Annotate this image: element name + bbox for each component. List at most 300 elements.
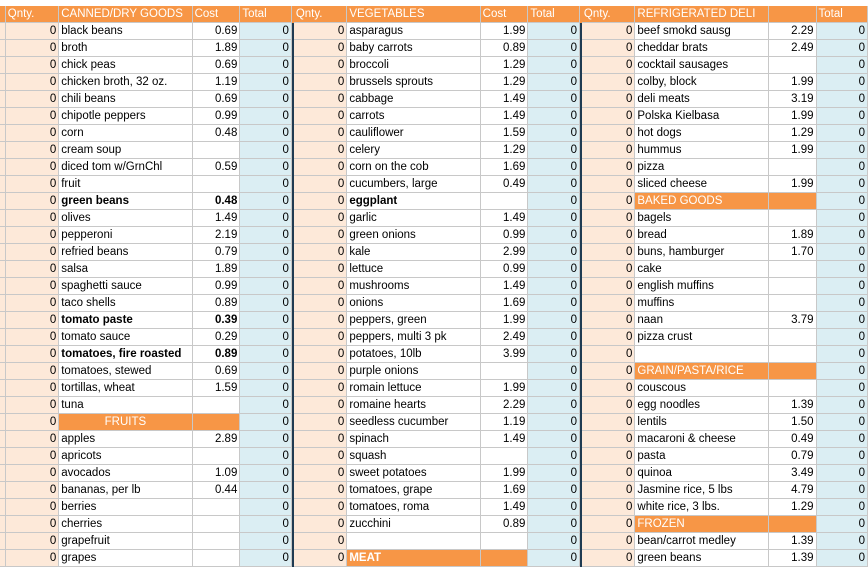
total-cell[interactable]: 0	[817, 159, 868, 176]
cost-cell[interactable]: 4.79	[769, 482, 817, 499]
cost-cell[interactable]: 0.89	[193, 346, 241, 363]
cost-cell[interactable]: 0.49	[769, 431, 817, 448]
item-cell[interactable]: kale	[347, 244, 480, 261]
qty-cell[interactable]: 0	[294, 193, 347, 210]
total-cell[interactable]: 0	[240, 516, 292, 533]
qty-cell[interactable]: 0	[6, 346, 59, 363]
qty-cell[interactable]: 0	[6, 499, 59, 516]
cost-cell[interactable]: 2.49	[481, 329, 529, 346]
total-cell[interactable]: 0	[528, 499, 580, 516]
qty-cell[interactable]: 0	[294, 329, 347, 346]
total-cell[interactable]: 0	[240, 40, 292, 57]
cost-cell[interactable]: 0.48	[193, 125, 241, 142]
cost-cell[interactable]	[193, 499, 241, 516]
cost-cell[interactable]: 1.59	[193, 380, 241, 397]
item-cell[interactable]: buns, hamburger	[635, 244, 768, 261]
cost-cell[interactable]: 1.39	[769, 397, 817, 414]
qty-cell[interactable]: 0	[582, 244, 635, 261]
cost-cell[interactable]: 3.19	[769, 91, 817, 108]
item-cell[interactable]: celery	[347, 142, 480, 159]
cost-cell[interactable]	[769, 346, 817, 363]
qty-cell[interactable]: 0	[6, 176, 59, 193]
cost-cell[interactable]: 0.79	[769, 448, 817, 465]
qty-cell[interactable]: 0	[582, 550, 635, 567]
item-cell[interactable]: potatoes, 10lb	[347, 346, 480, 363]
cost-cell[interactable]: 3.99	[481, 346, 529, 363]
qty-cell[interactable]: 0	[6, 193, 59, 210]
item-cell[interactable]: taco shells	[59, 295, 192, 312]
item-cell[interactable]: cheddar brats	[635, 40, 768, 57]
qty-cell[interactable]: 0	[582, 57, 635, 74]
qty-cell[interactable]: 0	[294, 295, 347, 312]
qty-cell[interactable]: 0	[294, 312, 347, 329]
qty-cell[interactable]: 0	[6, 414, 59, 431]
qty-cell[interactable]: 0	[6, 57, 59, 74]
qty-cell[interactable]: 0	[6, 533, 59, 550]
cost-cell[interactable]	[481, 363, 529, 380]
total-cell[interactable]: 0	[528, 125, 580, 142]
qty-cell[interactable]: 0	[6, 278, 59, 295]
item-cell[interactable]: squash	[347, 448, 480, 465]
cost-cell[interactable]: 0.99	[481, 227, 529, 244]
cost-cell[interactable]	[193, 516, 241, 533]
total-cell[interactable]: 0	[528, 482, 580, 499]
cost-cell[interactable]: 1.99	[769, 176, 817, 193]
qty-cell[interactable]: 0	[294, 346, 347, 363]
total-cell[interactable]: 0	[817, 40, 868, 57]
item-cell[interactable]: baby carrots	[347, 40, 480, 57]
cost-cell[interactable]	[769, 278, 817, 295]
item-cell[interactable]: romain lettuce	[347, 380, 480, 397]
item-cell[interactable]: tomatoes, fire roasted	[59, 346, 192, 363]
cost-cell[interactable]: 1.29	[481, 142, 529, 159]
item-cell[interactable]: cocktail sausages	[635, 57, 768, 74]
qty-cell[interactable]: 0	[294, 91, 347, 108]
section-header[interactable]: MEAT	[347, 550, 480, 567]
qty-cell[interactable]: 0	[294, 550, 347, 567]
cost-cell[interactable]: 1.99	[481, 23, 529, 40]
qty-cell[interactable]: 0	[6, 431, 59, 448]
item-cell[interactable]: purple onions	[347, 363, 480, 380]
cost-cell[interactable]: 0.69	[193, 91, 241, 108]
total-cell[interactable]: 0	[528, 210, 580, 227]
cost-cell[interactable]: 2.29	[481, 397, 529, 414]
qty-cell[interactable]: 0	[582, 125, 635, 142]
qty-cell[interactable]: 0	[6, 550, 59, 567]
total-cell[interactable]: 0	[528, 23, 580, 40]
total-cell[interactable]: 0	[528, 74, 580, 91]
total-cell[interactable]: 0	[817, 482, 868, 499]
total-cell[interactable]: 0	[817, 346, 868, 363]
qty-cell[interactable]: 0	[6, 312, 59, 329]
qty-cell[interactable]: 0	[6, 74, 59, 91]
cost-cell[interactable]: 0.89	[193, 295, 241, 312]
cost-cell[interactable]: 0.99	[193, 108, 241, 125]
item-cell[interactable]: mushrooms	[347, 278, 480, 295]
total-cell[interactable]: 0	[240, 125, 292, 142]
total-cell[interactable]: 0	[817, 516, 868, 533]
total-cell[interactable]: 0	[817, 431, 868, 448]
item-cell[interactable]: white rice, 3 lbs.	[635, 499, 768, 516]
qty-cell[interactable]: 0	[582, 227, 635, 244]
total-cell[interactable]: 0	[528, 448, 580, 465]
cost-cell[interactable]	[769, 159, 817, 176]
item-cell[interactable]: refried beans	[59, 244, 192, 261]
total-cell[interactable]: 0	[817, 397, 868, 414]
total-cell[interactable]: 0	[528, 227, 580, 244]
cost-cell[interactable]: 2.19	[193, 227, 241, 244]
item-cell[interactable]: bagels	[635, 210, 768, 227]
item-cell[interactable]: cake	[635, 261, 768, 278]
item-cell[interactable]: corn on the cob	[347, 159, 480, 176]
total-cell[interactable]: 0	[528, 380, 580, 397]
item-cell[interactable]: chicken broth, 32 oz.	[59, 74, 192, 91]
cost-cell[interactable]	[769, 57, 817, 74]
qty-cell[interactable]: 0	[294, 108, 347, 125]
cost-cell[interactable]: 0.79	[193, 244, 241, 261]
cost-cell[interactable]	[481, 448, 529, 465]
item-cell[interactable]: deli meats	[635, 91, 768, 108]
cost-cell[interactable]: 1.49	[481, 499, 529, 516]
item-cell[interactable]	[347, 533, 480, 550]
item-cell[interactable]: couscous	[635, 380, 768, 397]
total-cell[interactable]: 0	[817, 125, 868, 142]
item-cell[interactable]: green beans	[59, 193, 192, 210]
total-cell[interactable]: 0	[240, 482, 292, 499]
cost-cell[interactable]	[481, 533, 529, 550]
qty-cell[interactable]: 0	[6, 91, 59, 108]
cost-cell[interactable]: 0.89	[481, 40, 529, 57]
item-cell[interactable]: pizza	[635, 159, 768, 176]
cost-cell[interactable]	[481, 193, 529, 210]
qty-cell[interactable]: 0	[6, 482, 59, 499]
cost-cell[interactable]	[193, 142, 241, 159]
total-cell[interactable]: 0	[528, 329, 580, 346]
item-cell[interactable]: broth	[59, 40, 192, 57]
item-cell[interactable]: green beans	[635, 550, 768, 567]
qty-cell[interactable]: 0	[6, 40, 59, 57]
qty-cell[interactable]: 0	[294, 261, 347, 278]
item-cell[interactable]: peppers, multi 3 pk	[347, 329, 480, 346]
item-cell[interactable]: spinach	[347, 431, 480, 448]
qty-cell[interactable]: 0	[582, 23, 635, 40]
total-cell[interactable]: 0	[528, 516, 580, 533]
qty-cell[interactable]: 0	[582, 397, 635, 414]
cost-cell[interactable]: 0.48	[193, 193, 241, 210]
total-cell[interactable]: 0	[240, 448, 292, 465]
cost-cell[interactable]: 1.19	[193, 74, 241, 91]
item-cell[interactable]: spaghetti sauce	[59, 278, 192, 295]
item-cell[interactable]: pizza crust	[635, 329, 768, 346]
cost-cell[interactable]: 0.49	[481, 176, 529, 193]
item-cell[interactable]: corn	[59, 125, 192, 142]
item-cell[interactable]: carrots	[347, 108, 480, 125]
total-cell[interactable]: 0	[817, 448, 868, 465]
cost-cell[interactable]: 1.49	[193, 210, 241, 227]
qty-cell[interactable]: 0	[582, 312, 635, 329]
total-cell[interactable]: 0	[528, 244, 580, 261]
qty-cell[interactable]: 0	[294, 74, 347, 91]
qty-cell[interactable]: 0	[582, 193, 635, 210]
item-cell[interactable]: romaine hearts	[347, 397, 480, 414]
item-cell[interactable]: chick peas	[59, 57, 192, 74]
cost-cell[interactable]: 2.89	[193, 431, 241, 448]
qty-cell[interactable]: 0	[582, 74, 635, 91]
item-cell[interactable]: chipotle peppers	[59, 108, 192, 125]
cost-cell[interactable]: 2.49	[769, 40, 817, 57]
cost-cell[interactable]: 1.99	[769, 142, 817, 159]
total-cell[interactable]: 0	[240, 346, 292, 363]
total-cell[interactable]: 0	[817, 57, 868, 74]
total-cell[interactable]: 0	[528, 193, 580, 210]
total-cell[interactable]: 0	[817, 108, 868, 125]
item-cell[interactable]: hummus	[635, 142, 768, 159]
qty-cell[interactable]: 0	[582, 482, 635, 499]
total-cell[interactable]: 0	[240, 193, 292, 210]
total-cell[interactable]: 0	[528, 431, 580, 448]
qty-cell[interactable]: 0	[294, 431, 347, 448]
cost-cell[interactable]: 1.69	[481, 482, 529, 499]
cost-cell[interactable]	[481, 550, 529, 567]
qty-cell[interactable]: 0	[294, 23, 347, 40]
total-cell[interactable]: 0	[240, 57, 292, 74]
qty-cell[interactable]: 0	[6, 363, 59, 380]
cost-cell[interactable]	[193, 397, 241, 414]
section-header[interactable]: GRAIN/PASTA/RICE	[635, 363, 768, 380]
total-cell[interactable]: 0	[817, 261, 868, 278]
total-cell[interactable]: 0	[528, 159, 580, 176]
cost-cell[interactable]: 0.59	[193, 159, 241, 176]
cost-cell[interactable]: 1.70	[769, 244, 817, 261]
cost-cell[interactable]: 1.99	[769, 108, 817, 125]
total-cell[interactable]: 0	[817, 176, 868, 193]
qty-cell[interactable]: 0	[6, 125, 59, 142]
cost-cell[interactable]: 1.99	[481, 380, 529, 397]
cost-cell[interactable]: 1.29	[769, 499, 817, 516]
total-cell[interactable]: 0	[817, 23, 868, 40]
item-cell[interactable]: apples	[59, 431, 192, 448]
total-cell[interactable]: 0	[817, 499, 868, 516]
qty-cell[interactable]: 0	[294, 57, 347, 74]
item-cell[interactable]: quinoa	[635, 465, 768, 482]
qty-cell[interactable]: 0	[294, 482, 347, 499]
qty-cell[interactable]: 0	[582, 108, 635, 125]
item-cell[interactable]: avocados	[59, 465, 192, 482]
total-cell[interactable]: 0	[240, 142, 292, 159]
qty-cell[interactable]: 0	[582, 176, 635, 193]
section-header[interactable]: FRUITS	[59, 414, 192, 431]
item-cell[interactable]: zucchini	[347, 516, 480, 533]
qty-cell[interactable]: 0	[294, 533, 347, 550]
qty-cell[interactable]: 0	[294, 244, 347, 261]
item-cell[interactable]: hot dogs	[635, 125, 768, 142]
total-cell[interactable]: 0	[528, 312, 580, 329]
total-cell[interactable]: 0	[240, 329, 292, 346]
total-cell[interactable]: 0	[240, 176, 292, 193]
total-cell[interactable]: 0	[240, 312, 292, 329]
qty-cell[interactable]: 0	[294, 516, 347, 533]
total-cell[interactable]: 0	[240, 261, 292, 278]
section-header[interactable]: BAKED GOODS	[635, 193, 768, 210]
item-cell[interactable]: black beans	[59, 23, 192, 40]
item-cell[interactable]: tuna	[59, 397, 192, 414]
item-cell[interactable]: cucumbers, large	[347, 176, 480, 193]
item-cell[interactable]: cabbage	[347, 91, 480, 108]
total-cell[interactable]: 0	[240, 244, 292, 261]
qty-cell[interactable]: 0	[294, 499, 347, 516]
item-cell[interactable]: salsa	[59, 261, 192, 278]
total-cell[interactable]: 0	[240, 533, 292, 550]
item-cell[interactable]: bean/carrot medley	[635, 533, 768, 550]
total-cell[interactable]: 0	[528, 57, 580, 74]
qty-cell[interactable]: 0	[582, 210, 635, 227]
total-cell[interactable]: 0	[240, 278, 292, 295]
qty-cell[interactable]: 0	[294, 363, 347, 380]
qty-cell[interactable]: 0	[294, 176, 347, 193]
cost-cell[interactable]	[769, 363, 817, 380]
total-cell[interactable]: 0	[817, 295, 868, 312]
cost-cell[interactable]	[769, 210, 817, 227]
total-cell[interactable]: 0	[528, 40, 580, 57]
total-cell[interactable]: 0	[240, 380, 292, 397]
cost-cell[interactable]: 1.99	[481, 312, 529, 329]
item-cell[interactable]: eggplant	[347, 193, 480, 210]
total-cell[interactable]: 0	[817, 414, 868, 431]
total-cell[interactable]: 0	[528, 550, 580, 567]
qty-cell[interactable]: 0	[294, 380, 347, 397]
cost-cell[interactable]: 0.39	[193, 312, 241, 329]
cost-cell[interactable]: 1.39	[769, 550, 817, 567]
qty-cell[interactable]: 0	[582, 159, 635, 176]
cost-cell[interactable]: 1.49	[481, 278, 529, 295]
section-header[interactable]: FROZEN	[635, 516, 768, 533]
total-cell[interactable]: 0	[240, 210, 292, 227]
cost-cell[interactable]: 1.49	[481, 108, 529, 125]
total-cell[interactable]: 0	[528, 295, 580, 312]
item-cell[interactable]: tomato paste	[59, 312, 192, 329]
total-cell[interactable]: 0	[240, 91, 292, 108]
item-cell[interactable]: onions	[347, 295, 480, 312]
cost-cell[interactable]: 0.44	[193, 482, 241, 499]
item-cell[interactable]: muffins	[635, 295, 768, 312]
item-cell[interactable]: tomatoes, stewed	[59, 363, 192, 380]
item-cell[interactable]: bananas, per lb	[59, 482, 192, 499]
item-cell[interactable]: lentils	[635, 414, 768, 431]
total-cell[interactable]: 0	[817, 465, 868, 482]
total-cell[interactable]: 0	[817, 142, 868, 159]
item-cell[interactable]: Jasmine rice, 5 lbs	[635, 482, 768, 499]
qty-cell[interactable]: 0	[6, 159, 59, 176]
item-cell[interactable]: brussels sprouts	[347, 74, 480, 91]
total-cell[interactable]: 0	[528, 346, 580, 363]
item-cell[interactable]: sweet potatoes	[347, 465, 480, 482]
total-cell[interactable]: 0	[528, 261, 580, 278]
qty-cell[interactable]: 0	[6, 23, 59, 40]
cost-cell[interactable]: 1.29	[769, 125, 817, 142]
item-cell[interactable]: berries	[59, 499, 192, 516]
item-cell[interactable]: colby, block	[635, 74, 768, 91]
item-cell[interactable]: pepperoni	[59, 227, 192, 244]
qty-cell[interactable]: 0	[6, 142, 59, 159]
qty-cell[interactable]: 0	[582, 295, 635, 312]
item-cell[interactable]: cream soup	[59, 142, 192, 159]
total-cell[interactable]: 0	[528, 91, 580, 108]
item-cell[interactable]: beef smokd sausg	[635, 23, 768, 40]
cost-cell[interactable]: 1.39	[769, 533, 817, 550]
qty-cell[interactable]: 0	[6, 465, 59, 482]
item-cell[interactable]: cauliflower	[347, 125, 480, 142]
cost-cell[interactable]	[769, 516, 817, 533]
cost-cell[interactable]: 3.79	[769, 312, 817, 329]
qty-cell[interactable]: 0	[6, 516, 59, 533]
total-cell[interactable]: 0	[240, 74, 292, 91]
total-cell[interactable]: 0	[240, 465, 292, 482]
cost-cell[interactable]: 0.29	[193, 329, 241, 346]
cost-cell[interactable]: 1.29	[481, 74, 529, 91]
cost-cell[interactable]: 1.89	[193, 261, 241, 278]
qty-cell[interactable]: 0	[582, 363, 635, 380]
item-cell[interactable]: apricots	[59, 448, 192, 465]
cost-cell[interactable]: 2.29	[769, 23, 817, 40]
total-cell[interactable]: 0	[528, 108, 580, 125]
item-cell[interactable]: peppers, green	[347, 312, 480, 329]
qty-cell[interactable]: 0	[6, 448, 59, 465]
total-cell[interactable]: 0	[240, 397, 292, 414]
total-cell[interactable]: 0	[817, 244, 868, 261]
qty-cell[interactable]: 0	[6, 397, 59, 414]
qty-cell[interactable]: 0	[294, 210, 347, 227]
total-cell[interactable]: 0	[240, 499, 292, 516]
cost-cell[interactable]	[769, 261, 817, 278]
cost-cell[interactable]	[193, 176, 241, 193]
qty-cell[interactable]: 0	[582, 346, 635, 363]
item-cell[interactable]: english muffins	[635, 278, 768, 295]
total-cell[interactable]: 0	[240, 23, 292, 40]
qty-cell[interactable]: 0	[294, 414, 347, 431]
total-cell[interactable]: 0	[528, 363, 580, 380]
cost-cell[interactable]: 1.99	[769, 74, 817, 91]
qty-cell[interactable]: 0	[6, 210, 59, 227]
total-cell[interactable]: 0	[528, 176, 580, 193]
item-cell[interactable]: broccoli	[347, 57, 480, 74]
item-cell[interactable]: diced tom w/GrnChl	[59, 159, 192, 176]
total-cell[interactable]: 0	[817, 74, 868, 91]
item-cell[interactable]: asparagus	[347, 23, 480, 40]
qty-cell[interactable]: 0	[294, 142, 347, 159]
qty-cell[interactable]: 0	[582, 40, 635, 57]
qty-cell[interactable]: 0	[582, 533, 635, 550]
qty-cell[interactable]: 0	[294, 397, 347, 414]
total-cell[interactable]: 0	[817, 380, 868, 397]
total-cell[interactable]: 0	[817, 278, 868, 295]
total-cell[interactable]: 0	[528, 533, 580, 550]
cost-cell[interactable]: 0.69	[193, 57, 241, 74]
total-cell[interactable]: 0	[528, 414, 580, 431]
total-cell[interactable]: 0	[528, 278, 580, 295]
qty-cell[interactable]: 0	[6, 261, 59, 278]
total-cell[interactable]: 0	[817, 363, 868, 380]
qty-cell[interactable]: 0	[582, 261, 635, 278]
total-cell[interactable]: 0	[817, 91, 868, 108]
qty-cell[interactable]: 0	[294, 40, 347, 57]
item-cell[interactable]: tortillas, wheat	[59, 380, 192, 397]
qty-cell[interactable]: 0	[6, 244, 59, 261]
total-cell[interactable]: 0	[240, 550, 292, 567]
item-cell[interactable]: tomatoes, grape	[347, 482, 480, 499]
total-cell[interactable]: 0	[240, 108, 292, 125]
cost-cell[interactable]: 1.19	[481, 414, 529, 431]
cost-cell[interactable]: 3.49	[769, 465, 817, 482]
